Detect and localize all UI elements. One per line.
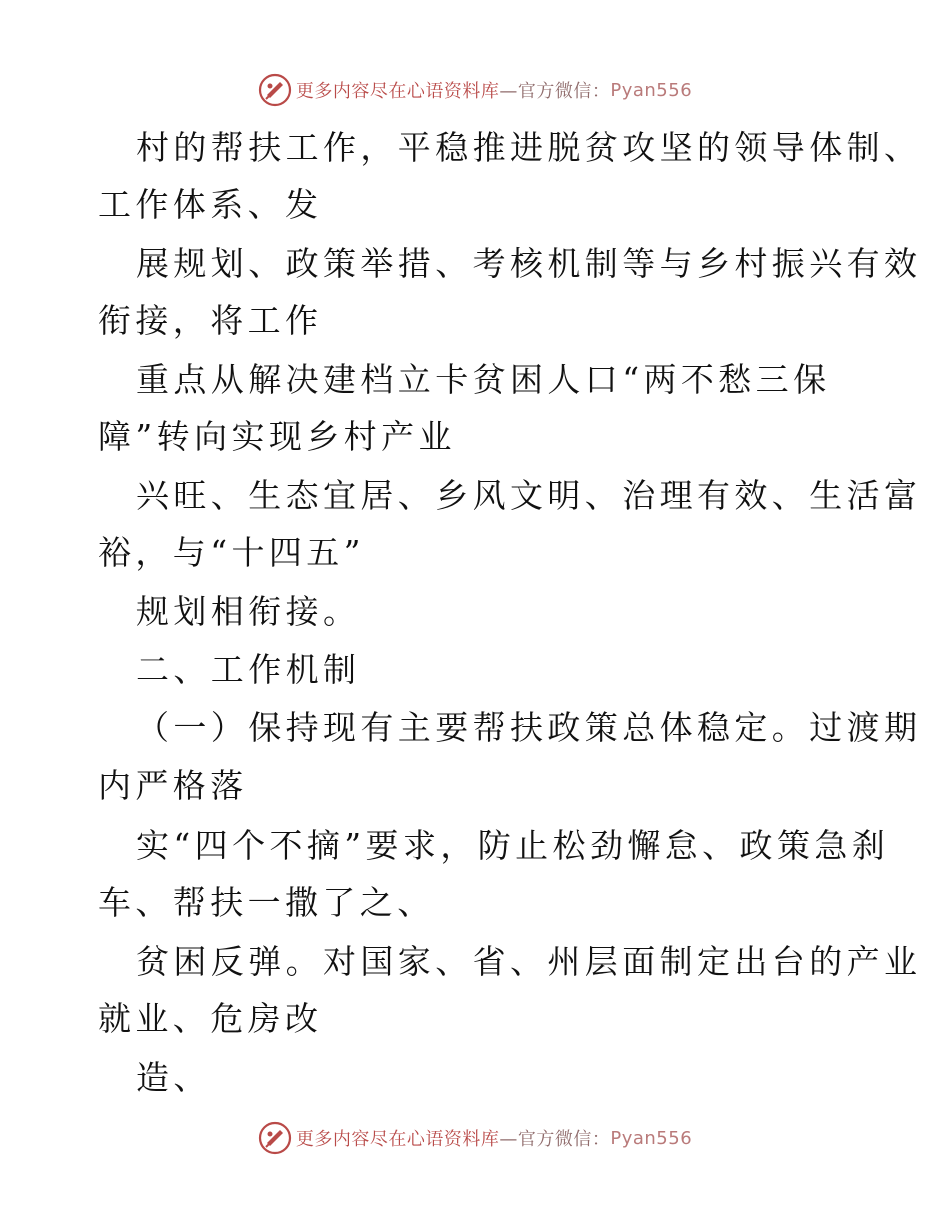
banner-text-main: 更多内容尽在心语资料库 [295,1129,500,1150]
banner-text-main: 更多内容尽在心语资料库 [295,81,500,102]
header-watermark-banner [0,70,950,110]
body-line: 展规划、政策举措、考核机制等与乡村振兴有效 [136,244,922,283]
section-heading: 二、工作机制 [136,650,361,689]
body-line: 衔接，将工作 [98,301,323,340]
book-pen-logo-icon [258,73,292,107]
banner-text-id: Pyan556 [610,79,693,101]
body-line: （一）保持现有主要帮扶政策总体稳定。过渡期 [136,708,922,747]
banner-text-id: Pyan556 [610,1127,693,1149]
body-line: 工作体系、发 [98,185,323,224]
body-line: 就业、危房改 [98,999,323,1038]
body-line: 障”转向实现乡村产业 [98,417,456,456]
banner-text-wechat: —官方微信： [499,1129,611,1150]
body-line: 车、帮扶一撒了之、 [98,883,435,922]
body-line: 兴旺、生态宜居、乡风文明、治理有效、生活富 [136,476,922,515]
body-line: 造、 [136,1058,211,1097]
body-line: 重点从解决建档立卡贫困人口“两不愁三保 [136,360,831,399]
body-line: 规划相衔接。 [136,592,361,631]
banner-text-wechat: —官方微信： [499,81,611,102]
body-line: 内严格落 [98,766,248,805]
footer-watermark-banner [0,1118,950,1158]
body-line: 实“四个不摘”要求，防止松劲懈怠、政策急刹 [136,826,890,865]
body-line: 裕，与“十四五” [98,533,365,572]
body-line: 贫困反弹。对国家、省、州层面制定出台的产业 [136,942,922,981]
book-pen-logo-icon [258,1121,292,1155]
body-line: 村的帮扶工作，平稳推进脱贫攻坚的领导体制、 [136,128,922,167]
